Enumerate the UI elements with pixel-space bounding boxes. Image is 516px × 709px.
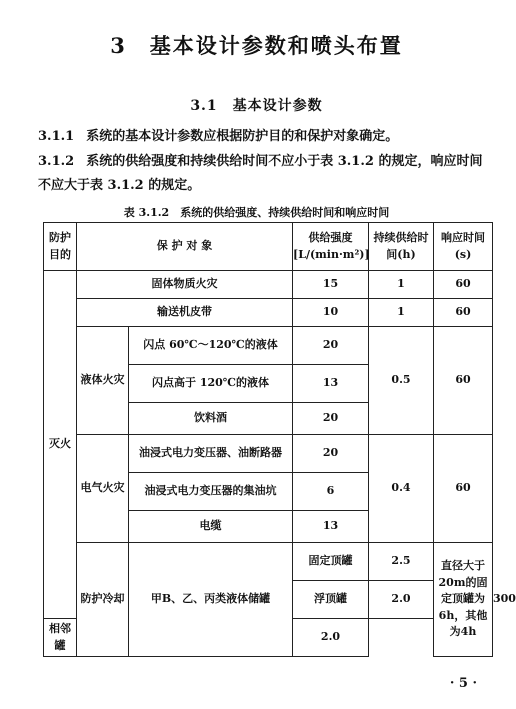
cell-object: 闪点 60℃～120℃的液体 (129, 327, 293, 365)
clause-3-1-1 (38, 125, 490, 149)
cell-intensity: 20 (293, 403, 369, 435)
cell-intensity: 2.0 (369, 581, 434, 619)
cell-intensity: 2.5 (369, 543, 434, 581)
cell-duration-tank: 直径大于20m的固定顶罐为6h，其他为4h (434, 543, 493, 657)
page-number: · 5 · (449, 676, 477, 691)
group-extinguish: 灭火 (44, 271, 77, 619)
cell-object: 输送机皮带 (77, 299, 293, 327)
cell-intensity: 6 (293, 473, 369, 511)
cell-object: 电缆 (129, 511, 293, 543)
clause-3-1-2 (38, 150, 490, 198)
header-response: 响应时间(s) (434, 223, 493, 271)
cell-object: 饮料酒 (129, 403, 293, 435)
cell-intensity: 20 (293, 435, 369, 473)
cell-object: 油浸式电力变压器的集油坑 (129, 473, 293, 511)
cell-intensity: 2.0 (293, 619, 369, 657)
group-cooling: 防护冷却 (77, 543, 129, 657)
clause-text: 系统的基本设计参数应根据防护目的和保护对象确定。 (86, 129, 399, 144)
header-intensity: 供给强度 [L/(min·m²)] (293, 223, 369, 271)
table-row: 防护冷却 甲B、乙、丙类液体储罐 固定顶罐 2.5 直径大于20m的固定顶罐为6h，其他为4h 300 (44, 543, 493, 581)
parameters-table (43, 222, 516, 657)
cell-object: 油浸式电力变压器、油断路器 (129, 435, 293, 473)
cell-duration: 1 (369, 271, 434, 299)
cell-duration-liquid: 0.5 (369, 327, 434, 435)
group-liquid-fire: 液体火灾 (77, 327, 129, 435)
cell-object: 固定顶罐 (293, 543, 369, 581)
clause-number: 3.1.2 (38, 154, 75, 169)
cell-response-electric: 60 (434, 435, 493, 543)
cell-intensity: 20 (293, 327, 369, 365)
cell-object: 固体物质火灾 (77, 271, 293, 299)
header-duration: 持续供给时间(h) (369, 223, 434, 271)
group-electric-fire: 电气火灾 (77, 435, 129, 543)
chapter-title: 3 基本设计参数和喷头布置 (110, 33, 403, 58)
cell-intensity: 15 (293, 271, 369, 299)
cell-object: 浮顶罐 (293, 581, 369, 619)
table-header-row (44, 223, 493, 271)
cell-duration: 1 (369, 299, 434, 327)
clause-number: 3.1.1 (38, 129, 75, 144)
header-object: 保 护 对 象 (77, 223, 293, 271)
cell-response: 60 (434, 299, 493, 327)
cell-intensity: 13 (293, 365, 369, 403)
cell-duration-electric: 0.4 (369, 435, 434, 543)
table-row (44, 327, 493, 365)
header-purpose: 防护目的 (44, 223, 77, 271)
cell-intensity: 10 (293, 299, 369, 327)
clause-text: 系统的供给强度和持续供给时间不应小于表 3.1.2 的规定，响应时间不应大于表 3.1.2 的规定。 (38, 154, 483, 193)
cell-intensity: 13 (293, 511, 369, 543)
cell-object: 相邻罐 (44, 619, 77, 657)
cell-response-liquid: 60 (434, 327, 493, 435)
table-row (44, 435, 493, 473)
cell-object: 闪点高于 120℃的液体 (129, 365, 293, 403)
group-tanks: 甲B、乙、丙类液体储罐 (129, 543, 293, 657)
table-row (44, 271, 493, 299)
table-caption: 表 3.1.2 系统的供给强度、持续供给时间和响应时间 (123, 206, 390, 219)
cell-response: 60 (434, 271, 493, 299)
section-title: 3.1 基本设计参数 (190, 98, 323, 114)
table-row (44, 299, 493, 327)
